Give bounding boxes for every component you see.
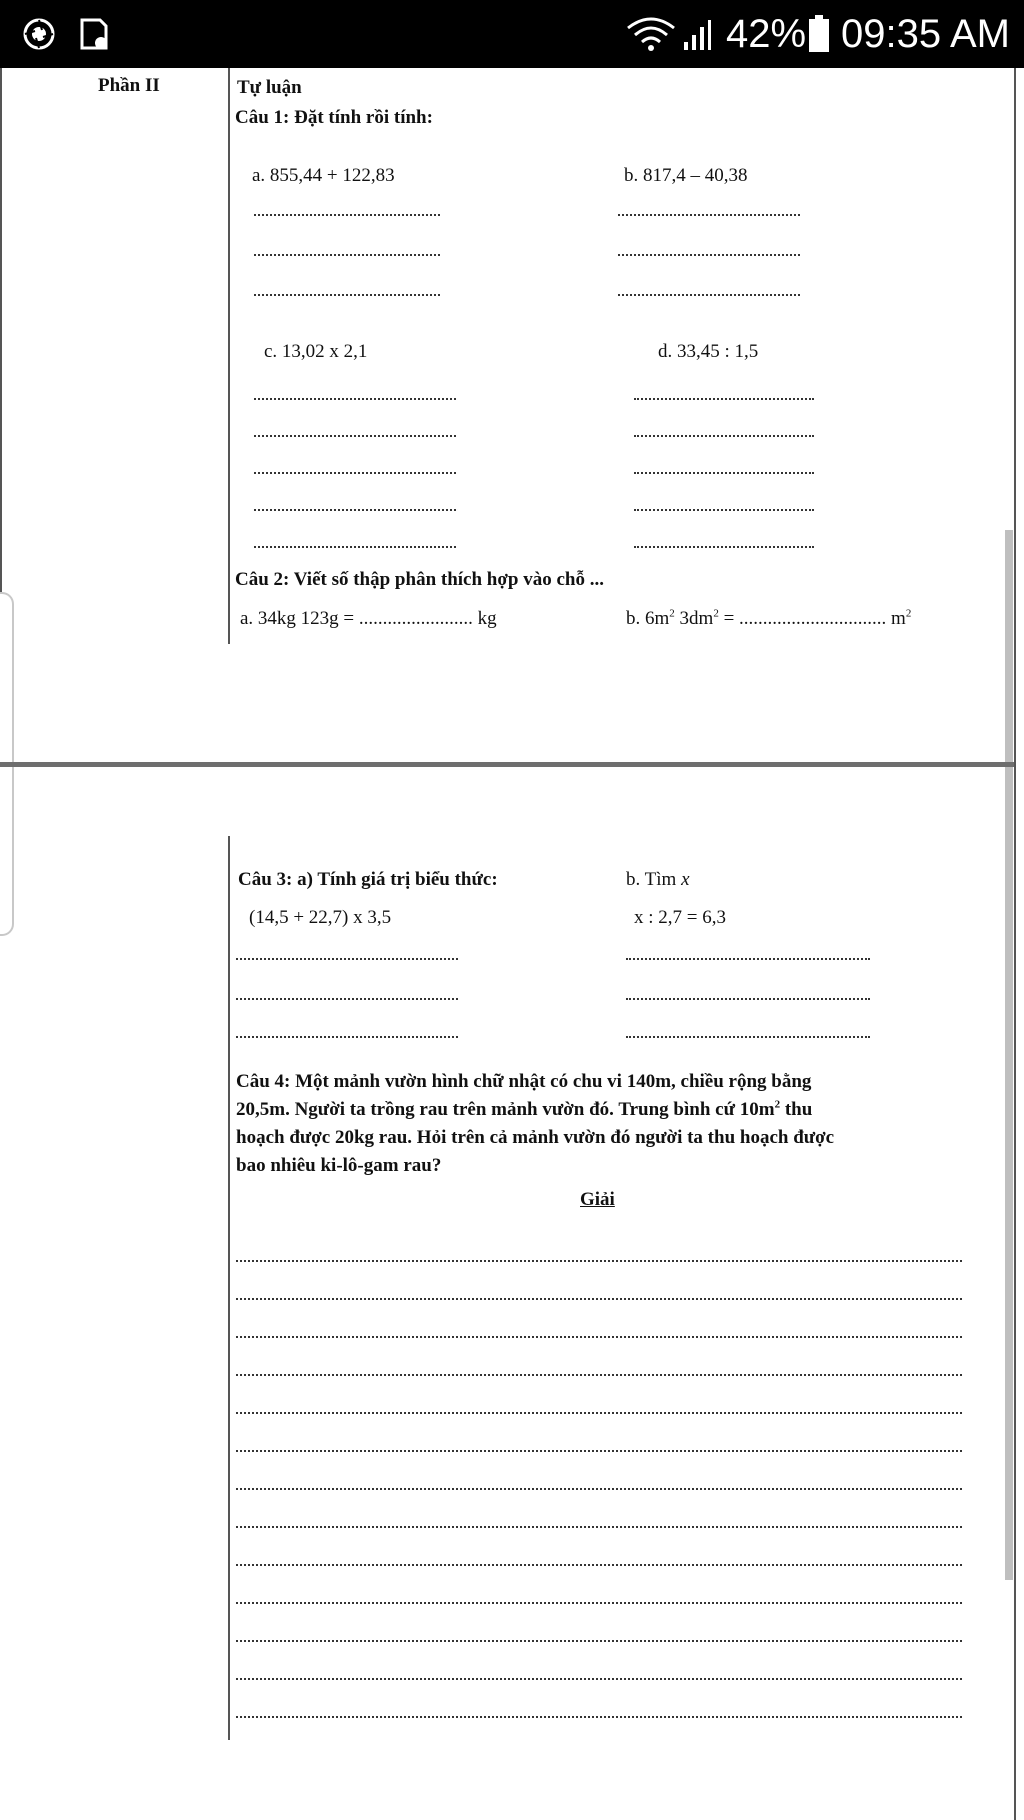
table-divider — [228, 836, 230, 1740]
q1-item-a: a. 855,44 + 122,83 — [252, 165, 395, 186]
table-divider — [228, 68, 230, 644]
question-3-title-a: Câu 3: a) Tính giá trị biểu thức: — [238, 869, 498, 890]
q1-item-c: c. 13,02 x 2,1 — [264, 341, 368, 362]
answer-line — [626, 958, 870, 960]
q1-item-b: b. 817,4 – 40,38 — [624, 165, 748, 186]
answer-line — [236, 1716, 962, 1718]
answer-line — [236, 1640, 962, 1642]
answer-line — [254, 435, 456, 437]
solution-heading: Giải — [580, 1189, 615, 1210]
answer-line — [634, 398, 814, 400]
answer-line — [254, 472, 456, 474]
q4-line-1: Câu 4: Một mảnh vườn hình chữ nhật có chu vi 140m, chiều rộng bằng — [236, 1071, 812, 1092]
battery-percent: 42% — [726, 12, 807, 56]
q2-b-sup3: 2 — [905, 607, 912, 620]
page-right-edge — [1014, 68, 1016, 1820]
q2-b-mid: 3dm — [674, 608, 714, 629]
question-1-title: Câu 1: Đặt tính rồi tính: — [235, 107, 433, 128]
status-bar — [0, 0, 1024, 68]
q2-b-prefix: b. 6m — [626, 608, 670, 629]
answer-line — [236, 1602, 962, 1604]
answer-line — [236, 1526, 962, 1528]
q2-b-sup1: 2 — [669, 607, 675, 620]
q2-a-unit: kg — [472, 608, 497, 629]
answer-line — [236, 1488, 962, 1490]
q4-line-2-b: thu — [780, 1099, 813, 1120]
q2-b-eq: = — [718, 608, 740, 629]
answer-line — [626, 1036, 870, 1038]
answer-line — [236, 1564, 962, 1566]
q1-item-d: d. 33,45 : 1,5 — [658, 341, 759, 362]
q4-line-4: bao nhiêu ki-lô-gam rau? — [236, 1155, 442, 1176]
q4-line-2 — [236, 1098, 812, 1122]
answer-line — [236, 1336, 962, 1338]
q4-line-2-a: 20,5m. Người ta trồng rau trên mảnh vườn đó. Trung bình cứ 10m — [236, 1099, 775, 1120]
answer-line — [618, 294, 800, 296]
answer-line — [236, 1036, 458, 1038]
page-separator — [0, 762, 1014, 767]
question-2-title: Câu 2: Viết số thập phân thích hợp vào chỗ ... — [235, 569, 604, 590]
section-title: Tự luận — [237, 77, 302, 98]
q3-expression: (14,5 + 22,7) x 3,5 — [249, 907, 392, 928]
q4-line-2-sup: 2 — [774, 1098, 781, 1111]
question-3-title-b — [626, 868, 690, 892]
answer-line — [634, 546, 814, 548]
q2-a-prefix: a. 34kg 123g = — [240, 608, 359, 629]
q3-b-label: b. Tìm — [626, 869, 682, 890]
q4-line-3: hoạch được 20kg rau. Hỏi trên cả mảnh vườn đó người ta thu hoạch được — [236, 1127, 835, 1148]
answer-line — [236, 1412, 962, 1414]
answer-line — [236, 1678, 962, 1680]
scrollbar-thumb[interactable] — [1005, 530, 1013, 1580]
q3-b-var: x — [681, 869, 690, 890]
answer-line — [236, 998, 458, 1000]
answer-line — [618, 214, 800, 216]
answer-line — [254, 546, 456, 548]
answer-line — [634, 472, 814, 474]
answer-line — [634, 509, 814, 511]
signal-icon — [682, 18, 712, 52]
section-label: Phần II — [98, 75, 160, 96]
battery-icon — [808, 15, 830, 53]
answer-line — [236, 1298, 962, 1300]
answer-line — [254, 254, 440, 256]
q2-b-blank: ............................... — [739, 608, 887, 629]
q3-equation: x : 2,7 = 6,3 — [634, 907, 726, 928]
answer-line — [254, 294, 440, 296]
answer-line — [254, 214, 440, 216]
q2-item-a — [240, 607, 497, 631]
answer-line — [254, 398, 456, 400]
answer-line — [236, 958, 458, 960]
answer-line — [626, 998, 870, 1000]
q2-item-b — [626, 607, 911, 631]
answer-line — [254, 509, 456, 511]
status-time: 09:35 AM — [841, 12, 1011, 56]
camera-shutter-icon — [22, 17, 56, 51]
q2-a-blank: ........................ — [358, 608, 473, 629]
answer-line — [236, 1260, 962, 1262]
answer-line — [236, 1374, 962, 1376]
answer-line — [634, 435, 814, 437]
screenshot-icon — [78, 16, 110, 52]
q2-b-unit: m — [886, 608, 906, 629]
q2-b-sup2: 2 — [713, 607, 719, 620]
wifi-icon — [626, 16, 676, 52]
answer-line — [618, 254, 800, 256]
answer-line — [236, 1450, 962, 1452]
